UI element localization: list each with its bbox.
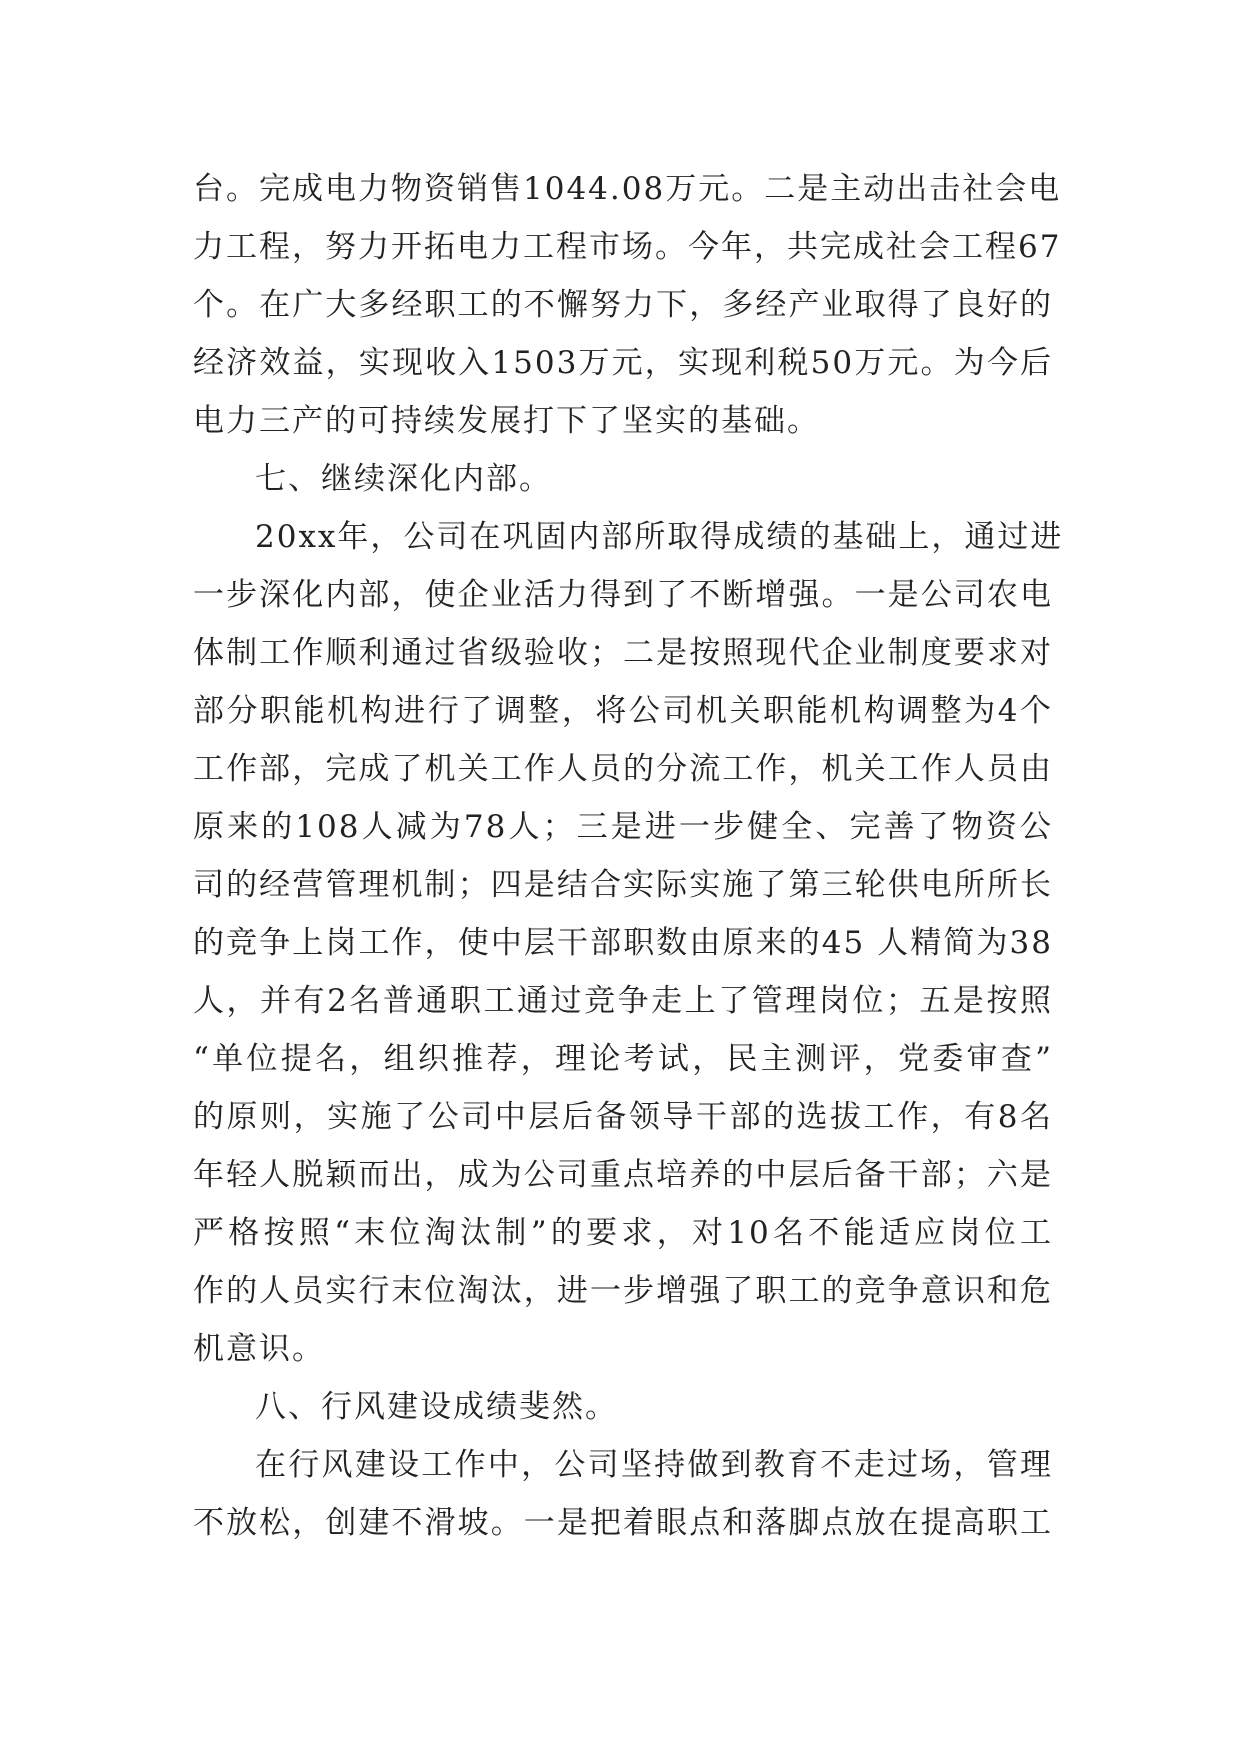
text-line: 20xx年，公司在巩固内部所取得成绩的基础上，通过进: [255, 519, 1064, 555]
section-heading: 七、继续深化内部。: [255, 461, 552, 497]
text-line: 作的人员实行末位淘汰，进一步增强了职工的竞争意识和危: [193, 1273, 1053, 1309]
text-line: 严格按照“末位淘汰制”的要求，对10名不能适应岗位工: [193, 1215, 1053, 1251]
section-heading: 八、行风建设成绩斐然。: [255, 1389, 618, 1425]
text-line: “单位提名，组织推荐，理论考试，民主测评，党委审查”: [193, 1041, 1053, 1077]
text-line: 的竞争上岗工作，使中层干部职数由原来的45 人精简为38: [193, 925, 1053, 961]
text-line: 个。在广大多经职工的不懈努力下，多经产业取得了良好的: [193, 287, 1053, 323]
text-line: 不放松，创建不滑坡。一是把着眼点和落脚点放在提高职工: [193, 1505, 1053, 1541]
text-line: 原来的108人减为78人；三是进一步健全、完善了物资公: [193, 809, 1053, 845]
text-line: 的原则，实施了公司中层后备领导干部的选拔工作，有8名: [193, 1099, 1053, 1135]
text-line: 经济效益，实现收入1503万元，实现利税50万元。为今后: [193, 345, 1053, 381]
body-text: [193, 160, 1064, 1552]
text-line: 司的经营管理机制；四是结合实际实施了第三轮供电所所长: [193, 867, 1053, 903]
text-line: 机意识。: [193, 1331, 325, 1367]
text-line: 在行风建设工作中，公司坚持做到教育不走过场，管理: [255, 1447, 1053, 1483]
text-line: 体制工作顺利通过省级验收；二是按照现代企业制度要求对: [193, 635, 1053, 671]
text-line: 一步深化内部，使企业活力得到了不断增强。一是公司农电: [193, 577, 1053, 613]
text-line: 电力三产的可持续发展打下了坚实的基础。: [193, 403, 820, 439]
text-line: 部分职能机构进行了调整，将公司机关职能机构调整为4个: [193, 693, 1053, 729]
text-line: 工作部，完成了机关工作人员的分流工作，机关工作人员由: [193, 751, 1053, 787]
text-line: 力工程，努力开拓电力工程市场。今年，共完成社会工程67: [193, 229, 1062, 265]
text-line: 人，并有2名普通职工通过竞争走上了管理岗位；五是按照: [193, 983, 1053, 1019]
text-line: 年轻人脱颖而出，成为公司重点培养的中层后备干部；六是: [193, 1157, 1053, 1193]
text-line: 台。完成电力物资销售1044.08万元。二是主动出击社会电: [193, 171, 1062, 207]
